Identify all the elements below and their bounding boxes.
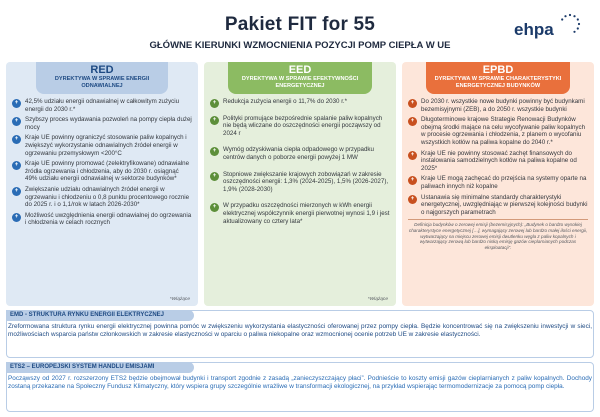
page-subtitle: GŁÓWNE KIERUNKI WZMOCNIENIA POZYCJI POMP CIEPŁA W UE — [149, 40, 451, 51]
list-item: + Możliwość uwzględnienia energii odnawialnej do ogrzewania i chłodzenia w celach rocznych — [12, 212, 192, 227]
ets2-section — [6, 362, 594, 412]
plus-icon: + — [408, 195, 417, 204]
plus-icon: + — [12, 99, 21, 108]
plus-icon: + — [210, 172, 219, 181]
plus-icon: + — [408, 117, 417, 126]
directives-columns — [6, 62, 594, 306]
list-item: + Kraje UE powinny promować (zelektryfikowane) odnawialne źródła ogrzewania i chłodzenia, aby do 2030 r. osiągnąć 49% udziału energii odnawialnej w sektorze budynków* — [12, 160, 192, 183]
list-item: + Szybszy proces wydawania pozwoleń na pompy ciepła dużej mocy — [12, 116, 192, 131]
zeb-definition: Definicja budynków o zerowej emisji (bezemisyjnych): „Budynek o bardzo wysokiej charakterystyce energetycznej […], wymagający zerowej lub bardzo małej ilości energii, wytwarzający na miejscu zerowej emisji dwutlenku węgla z paliw kopalnych i wytwarzający zerową lub bardzo niską emisję gazów cieplarnianych podczas eksploatacji”. — [408, 219, 588, 250]
epbd-tab — [426, 62, 570, 94]
eed-subtitle: DYREKTYWA W SPRAWIE EFEKTYWNOŚCI ENERGETYCZNEJ — [241, 76, 359, 89]
logo-text: ehpa — [514, 20, 554, 39]
eed-tab — [228, 62, 372, 94]
emd-section — [6, 310, 594, 358]
eed-code: EED — [288, 64, 312, 76]
header — [0, 0, 600, 56]
list-item: + Ustanawia się minimalne standardy charakterystyki energetycznej, uwzględniając w pierwszej kolejności budynki o najgorszych parametrach — [408, 194, 588, 217]
red-code: RED — [90, 64, 114, 76]
plus-icon: + — [210, 203, 219, 212]
plus-icon: + — [210, 147, 219, 156]
plus-icon: + — [12, 161, 21, 170]
epbd-code: EPBD — [482, 64, 514, 76]
epbd-subtitle: DYREKTYWA W SPRAWIE CHARAKTERYSTYKI ENERGETYCZNEJ BUDYNKÓW — [434, 76, 562, 89]
plus-icon: + — [12, 117, 21, 126]
ets2-text: Począwszy od 2027 r. rozszerzony ETS2 będzie obejmował budynki i transport zgodnie z zasadą „zanieczyszczający płaci”. Podnieście to koszty emisji gazów cieplarnianych z paliw kopalnych. Dochody zostaną przekazane na Społeczny Fundusz Klimatyczny, który wspiera grupy szczególnie wrażliwe w transformacji ekologicznej, na przykład wspierając termomodernizacje za pomocą pomp ciepła. — [8, 375, 592, 391]
list-item: + Stopniowe zwiększanie krajowych zobowiązań w zakresie oszczędności energii: 1,3% (2024-2025), 1,5% (2026-2027), 1,9% (2028-2030) — [210, 171, 390, 194]
plus-icon: + — [210, 116, 219, 125]
ets2-title: ETS2 – EUROPEJSKI SYSTEM HANDLU EMISJAMI — [6, 362, 194, 373]
list-item: + Redukcja zużycia energii o 11,7% do 2030 r.* — [210, 98, 390, 106]
emd-text: Zreformowana struktura rynku energii elektrycznej powinna pomóc w zwiększeniu wykorzystania elastyczności oferowanej przez pompy ciepła. Będzie koncentrować się na zwiększeniu inwestycji w sieci, możliwościach wsparcia państw członkowskich w zakresie elastyczności w oparciu o paliwa niekopalne oraz wzmocnionej ocenie potrzeb UE w zakresie elastyczności. — [8, 323, 592, 339]
red-subtitle: DYREKTYWA W SPRAWIE ENERGII ODNAWIALNEJ — [54, 76, 150, 89]
list-item: + 42,5% udziału energii odnawialnej w całkowitym zużyciu energii do 2030 r.* — [12, 98, 192, 113]
page-title: Pakiet FIT for 55 — [224, 14, 376, 35]
emd-title: EMD - STRUKTURA RYNKU ENERGII ELEKTRYCZNEJ — [6, 310, 194, 321]
red-tab — [36, 62, 168, 94]
red-footnote: *Wiążące — [169, 297, 190, 302]
plus-icon: + — [408, 151, 417, 160]
eed-footnote: *Wiążące — [367, 297, 388, 302]
list-item: + Polityki promujące bezpośrednie spalanie paliw kopalnych nie będą wliczane do oszczędności energii począwszy od 2024 r — [210, 115, 390, 138]
plus-icon: + — [12, 187, 21, 196]
ehpa-logo — [514, 12, 582, 42]
list-item: + Zwiększanie udziału odnawialnych źródeł energii w ogrzewaniu i chłodzeniu o 0,8 punktu procentowego rocznie do 2025 r. i o 1,1/rok w latach 2026-2030* — [12, 186, 192, 209]
list-item: + Długoterminowe krajowe Strategie Renowacji Budynków obejmą środki mające na celu wycofywanie paliw kopalnych w procesie ogrzewania i chłodzenia, z planem o wycofaniu wszystkich kotłów na paliwa kopalne do 2040 r.* — [408, 116, 588, 146]
plus-icon: + — [408, 99, 417, 108]
red-column — [6, 62, 198, 306]
list-item: + Do 2030 r. wszystkie nowe budynki powinny być budynkami bezemisyjnymi (ZEB), a do 2050 r. wszystkie budynki — [408, 98, 588, 113]
plus-icon: + — [12, 135, 21, 144]
plus-icon: + — [210, 99, 219, 108]
list-item: + W przypadku oszczędności mierzonych w kWh energii elektrycznej współczynnik energii pierwotnej wynosi 1,9 i jest aktualizowany co cztery lata* — [210, 202, 390, 225]
epbd-column — [402, 62, 594, 306]
plus-icon: + — [12, 213, 21, 222]
list-item: + Kraje UE mogą zachęcać do przejścia na systemy oparte na paliwach innych niż kopalne — [408, 175, 588, 190]
eu-stars-icon — [558, 12, 582, 36]
list-item: + Wymóg odzyskiwania ciepła odpadowego w przypadku centrów danych o poborze energii powyżej 1 MW — [210, 146, 390, 161]
eed-column — [204, 62, 396, 306]
plus-icon: + — [408, 176, 417, 185]
list-item: + Kraje UE powinny ograniczyć stosowanie paliw kopalnych i zwiększyć wykorzystanie odnawialnych źródeł energii w ogrzewaniu przemysłowym <200°C — [12, 134, 192, 157]
list-item: + Kraje UE nie powinny stosować zachęt finansowych do instalowania samodzielnych kotłów na paliwa kopalne od 2025* — [408, 150, 588, 173]
